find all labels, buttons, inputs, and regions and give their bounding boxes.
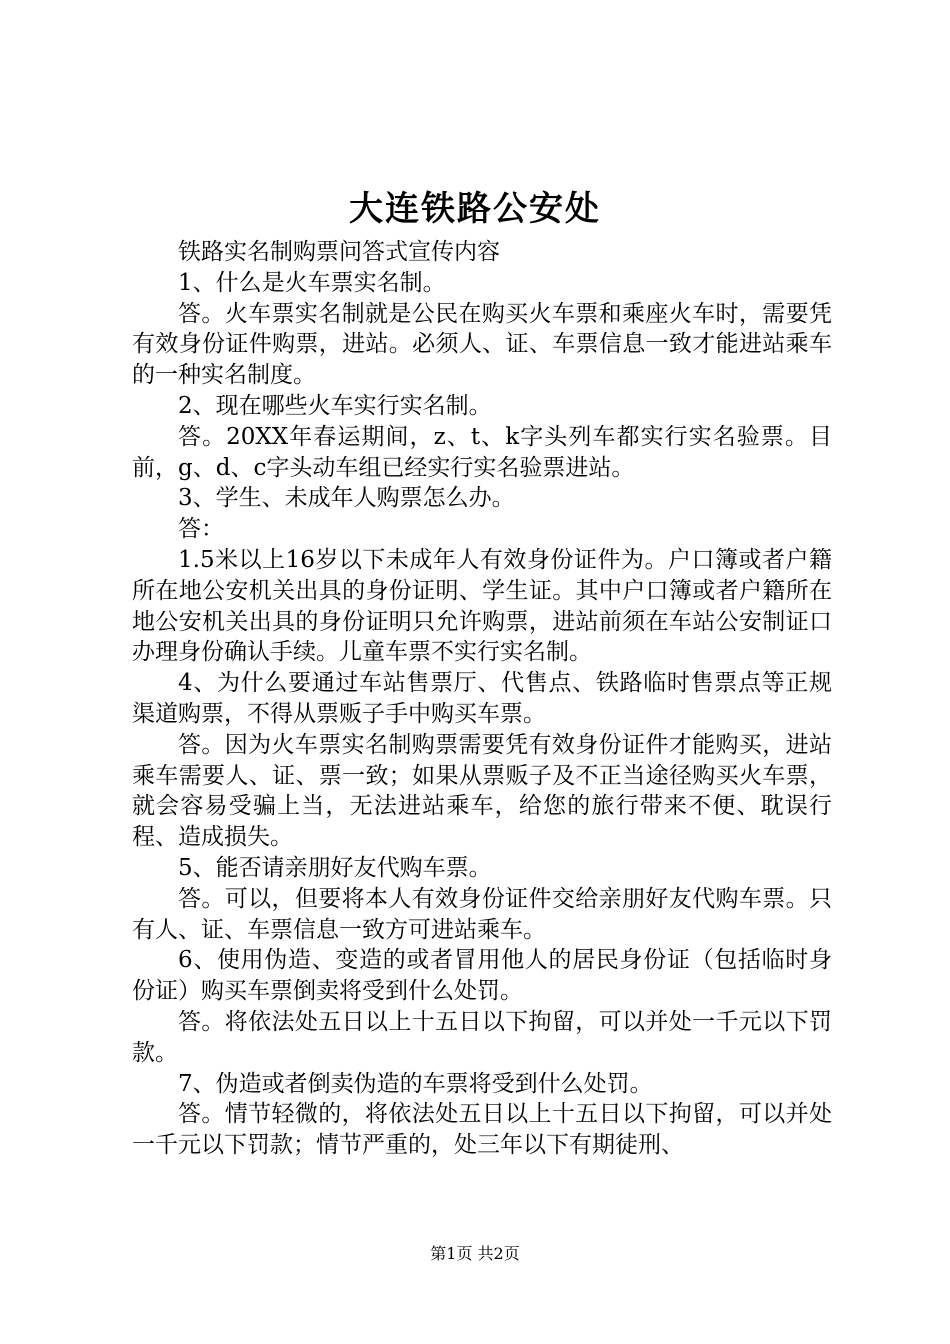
question-7: 7、伪造或者倒卖伪造的车票将受到什么处罚。 xyxy=(178,1070,653,1097)
paragraph-intro: 铁路实名制购票问答式宣传内容 xyxy=(178,239,500,265)
answer-7: 答。情节轻微的，将依法处五日以上十五日以下拘留，可以并处一千元以下罚款；情节严重的，处三年以下有期徒刑、 xyxy=(132,1101,832,1159)
question-1: 1、什么是火车票实名制。 xyxy=(178,269,446,296)
question-2: 2、现在哪些火车实行实名制。 xyxy=(178,392,492,419)
answer-5: 答。可以，但要将本人有效身份证件交给亲朋好友代购车票。只有人、证、车票信息一致方可进站乘车。 xyxy=(132,885,832,943)
answer-6: 答。将依法处五日以上十五日以下拘留，可以并处一千元以下罚款。 xyxy=(132,1008,832,1066)
answer-1: 答。火车票实名制就是公民在购买火车票和乘座火车时，需要凭有效身份证件购票，进站。必须人、证、车票信息一致才能进站乘车的一种实名制度。 xyxy=(132,300,832,389)
answer-4: 答。因为火车票实名制购票需要凭有效身份证件才能购买，进站乘车需要人、证、票一致；如果从票贩子及不正当途径购买火车票，就会容易受骗上当，无法进站乘车，给您的旅行带来不便、耽误行程、造成损失。 xyxy=(132,731,832,851)
question-4: 4、为什么要通过车站售票厅、代售点、铁路临时售票点等正规渠道购票，不得从票贩子手中购买车票。 xyxy=(132,670,832,727)
question-5: 5、能否请亲朋好友代购车票。 xyxy=(178,854,492,881)
page-footer: 第1页 共2页 xyxy=(430,1244,520,1263)
question-3: 3、学生、未成年人购票怎么办。 xyxy=(178,485,515,512)
document-body xyxy=(132,237,832,1161)
answer-3: 1.5米以上16岁以下未成年人有效身份证件为。户口簿或者户籍所在地公安机关出具的身份证明、学生证。其中户口簿或者户籍所在地公安机关出具的身份证明只允许购票，进站前须在车站公安制证口办理身份确认手续。儿童车票不实行实名制。 xyxy=(132,546,832,666)
question-6: 6、使用伪造、变造的或者冒用他人的居民身份证（包括临时身份证）购买车票倒卖将受到什么处罚。 xyxy=(132,947,832,1005)
page-title: 大连铁路公安处 xyxy=(349,189,601,229)
answer-2: 答。20XX年春运期间，z、t、k字头列车都实行实名验票。目前，g、d、c字头动车组已经实行实名验票进站。 xyxy=(132,423,832,481)
answer-3-label: 答： xyxy=(178,516,224,543)
